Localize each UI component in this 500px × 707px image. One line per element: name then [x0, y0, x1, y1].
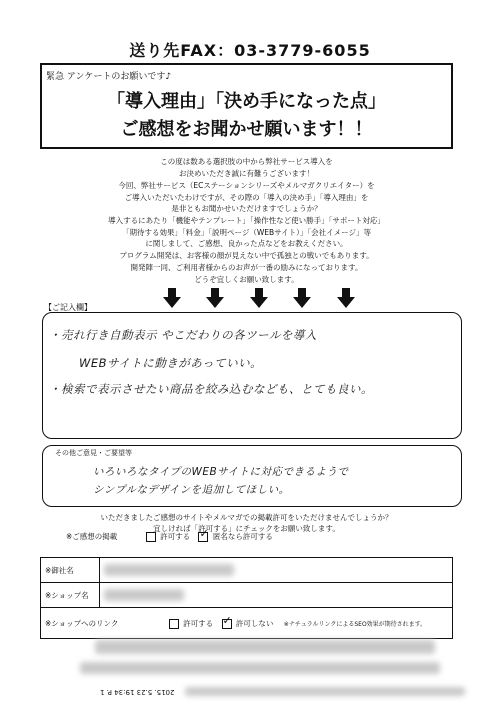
- entry-label: 【ご記入欄】: [44, 303, 92, 312]
- link-row: [41, 608, 453, 639]
- entry-box: [42, 312, 462, 439]
- intro-line: 今回、弊社サービス（ECステーションシリーズやメルマガクリエイター）を: [118, 181, 375, 190]
- intro-line: この度は数ある選択肢の中から弊社サービス導入を: [160, 157, 333, 166]
- down-arrow-icon: [293, 288, 311, 308]
- redacted-line: [95, 640, 435, 654]
- opinion-box: [42, 445, 462, 507]
- redacted-line: [80, 662, 440, 674]
- heading-line-1: 「導入理由」「決め手になった点」: [107, 91, 386, 112]
- intro-block-1: [40, 156, 453, 179]
- question-line: 宜しければ「許可する」にチェックをお願い致します。: [153, 524, 340, 533]
- opinion-line: シンプルなデザインを追加してほしい。: [93, 484, 290, 496]
- question-line: いただきましたご感想のサイトやメルマガでの掲載許可をいただけませんでしょうか？: [100, 513, 393, 522]
- down-arrow-icon: [337, 288, 355, 308]
- heading-box: [40, 63, 453, 149]
- fax-header: 送り先FAX：03-3779-6055: [129, 41, 371, 60]
- fax-footer-timestamp: 2015. 5.23 19:34 P. 1: [100, 688, 175, 696]
- intro-line: に関しまして、ご感想、良かった点などをお教えください。: [145, 239, 348, 248]
- entry-line: WEBサイトに動きがあっていい。: [79, 356, 263, 370]
- intro-block-4: [40, 250, 453, 273]
- shop-info-table: [40, 557, 453, 639]
- entry-line: ・売れ行き自動表示 やこだわりの各ツールを導入: [49, 328, 317, 342]
- entry-line: ・検索で表示させたい商品を絞み込むなども、とても良い。: [49, 382, 373, 396]
- heading-tag: 緊急 アンケートのお願いです♪: [46, 72, 172, 82]
- down-arrow-icon: [206, 288, 224, 308]
- intro-line: 是非ともお聞かせいただけますでしょうか？: [171, 204, 322, 213]
- intro-line: お決めいただき誠に有難うございます！: [179, 168, 314, 178]
- permission-checkbox-allow[interactable]: [146, 532, 156, 542]
- intro-line: ご導入いただいたわけですが、その際の「導入の決め手」「導入理由」を: [124, 192, 369, 202]
- company-label: ※御社名: [41, 558, 100, 583]
- permission-row: [66, 531, 273, 542]
- intro-closing: どうぞ宜しくお願い致します。: [194, 275, 299, 284]
- permission-label: ※ご感想の掲載: [66, 532, 118, 541]
- company-field[interactable]: [100, 558, 453, 583]
- fax-footer-redacted: [185, 687, 465, 696]
- opinion-line: いろいろなタイプのWEBサイトに対応できるようで: [93, 466, 349, 478]
- shop-field[interactable]: [100, 583, 453, 608]
- link-checkbox-allow[interactable]: [169, 619, 179, 629]
- intro-block-2: [40, 180, 453, 215]
- link-label: ※ショップへのリンク: [45, 618, 119, 628]
- permission-checkbox-anonymous[interactable]: [198, 532, 208, 542]
- permission-option-anonymous: 匿名なら許可する: [212, 532, 273, 541]
- intro-line: 開発陣一同、ご利用者様からのお声が一番の励みになっております。: [130, 262, 363, 272]
- opinion-label: その他ご意見・ご要望等: [55, 449, 132, 457]
- intro-line: プログラム開発は、お客様の顔が見えない中で孤独との戦いでもあります。: [119, 251, 374, 260]
- link-option-allow: 許可する: [183, 618, 214, 628]
- permission-option-allow: 許可する: [160, 532, 191, 541]
- intro-line: 「期待する効果」「料金」「説明ページ（WEBサイト）」「会社イメージ」等: [122, 227, 371, 237]
- intro-line: 導入するにあたり「機能やテンプレート」「操作性など使い勝手」「サポート対応」: [108, 216, 385, 225]
- down-arrow-icon: [250, 288, 268, 308]
- link-note: ※ナチュラルリンクによるSEO効果が期待されます。: [283, 620, 427, 628]
- link-option-deny: 許可しない: [235, 618, 274, 628]
- heading-line-2: ご感想をお聞かせ願います！！: [120, 119, 373, 140]
- link-checkbox-deny[interactable]: [222, 619, 232, 629]
- shop-label: ※ショップ名: [41, 583, 100, 608]
- intro-block-3: [40, 215, 453, 250]
- down-arrow-icon: [163, 288, 181, 308]
